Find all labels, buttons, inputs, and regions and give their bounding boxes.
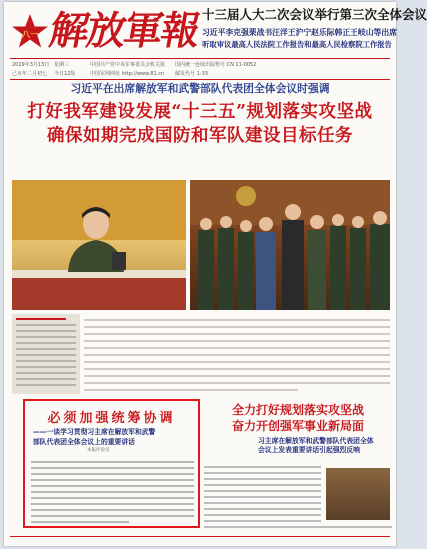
header-news-subtitle-2: 听取审议最高人民法院工作报告和最高人民检察院工作报告 xyxy=(202,40,392,49)
page-bottom-rule xyxy=(10,536,390,537)
issue-pages: 今日12版 xyxy=(54,71,76,77)
lead-headline[interactable]: 打好我军建设发展“十三五”规划落实攻坚战 xyxy=(27,102,373,122)
commentary-subtitle: ——一谈学习贯彻习主席在解放军和武警 xyxy=(33,428,156,436)
lead-photo-speech[interactable] xyxy=(12,180,186,310)
highlighted-commentary-article[interactable] xyxy=(23,399,200,528)
header-news-title[interactable]: 十三届人大二次会议举行第三次全体会议 xyxy=(202,7,427,22)
newspaper-unit: 中国共产党中央军事委员会机关报 xyxy=(90,62,166,68)
lead-headline-2[interactable]: 确保如期完成国防和军队建设目标任务 xyxy=(47,126,353,146)
lead-kicker: 习近平在出席解放军和武警部队代表团全体会议时强调 xyxy=(70,82,330,95)
lead-body-text xyxy=(84,314,390,394)
issue-lunar-date: 己亥年二月初七 xyxy=(12,71,48,77)
commentary-subtitle-2: 部队代表团全体会议上的重要讲话 xyxy=(33,438,135,446)
newspaper-logo: 解放軍報 xyxy=(45,8,203,54)
website-link[interactable]: 中国军网网址 http://www.81.cn xyxy=(90,71,165,77)
second-article-subtitle-2: 会议上发表重要讲话引起强烈反响 xyxy=(258,446,360,454)
info-bar xyxy=(10,58,390,80)
second-article-title-2[interactable]: 奋力开创强军事业新局面 xyxy=(231,419,364,433)
commentary-title[interactable]: 必须加强统筹协调 xyxy=(47,411,176,426)
newspaper-page xyxy=(4,2,427,546)
commentary-author: 本报评论员 xyxy=(87,448,110,453)
commentary-body-text xyxy=(31,457,194,523)
issue-weekday: 星期三 xyxy=(54,62,70,68)
speech-photo-illustration xyxy=(12,180,186,310)
second-article-header[interactable] xyxy=(204,402,392,455)
issue-date: 2019年3月13日 xyxy=(12,62,50,68)
side-summary-column xyxy=(12,314,80,394)
postal-code: 邮发代号 1-33 xyxy=(175,71,208,77)
meeting-photo-illustration xyxy=(190,180,390,310)
publication-number: 国内统一连续出版物号 CN 11-0052 xyxy=(175,62,257,68)
second-article-subtitle: 习主席在解放军和武警部队代表团全体 xyxy=(258,437,374,445)
second-article-title[interactable]: 全力打好规划落实攻坚战 xyxy=(231,403,364,417)
header-news-subtitle: 习近平李克强栗战书汪洋王沪宁赵乐际韩正王岐山等出席 xyxy=(202,28,397,37)
masthead xyxy=(10,6,203,56)
lead-photo-meeting[interactable] xyxy=(190,180,390,310)
header-right-news[interactable] xyxy=(202,6,427,50)
svg-text:八一: 八一 xyxy=(22,30,38,39)
second-article-photo[interactable] xyxy=(326,468,390,520)
army-star-icon xyxy=(10,12,50,52)
